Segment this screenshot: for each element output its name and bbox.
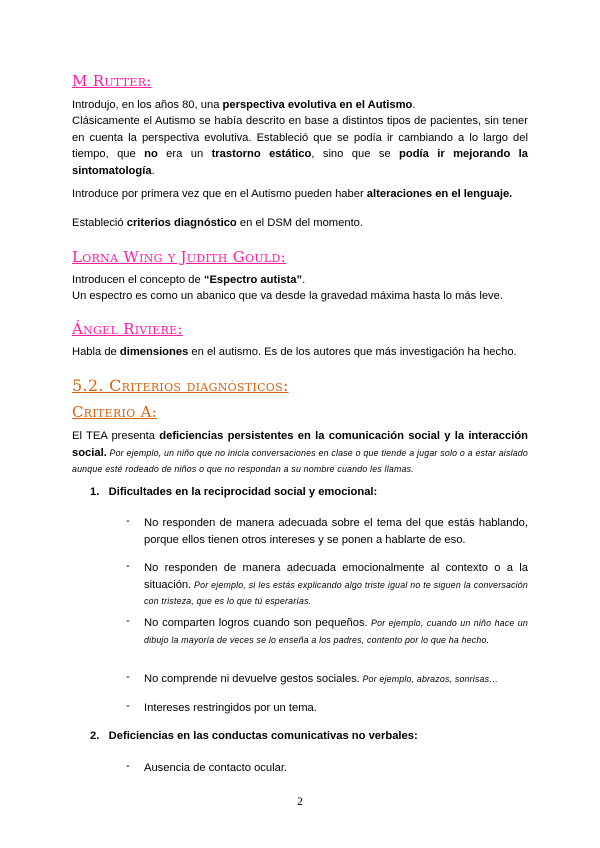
wing-paragraph-1: Introducen el concepto de “Espectro autista”. (72, 274, 306, 286)
rutter-paragraph-2: Clásicamente el Autismo se había descrito en base a distintos tipos de pacientes, sin tener en cuenta la perspectiva evolutiva. Estableció que se podía ir cambiando a lo largo del tiempo, que no era un trastorno estático, sino que se podía ir mejorando la sintomatología. (72, 115, 529, 177)
rutter-paragraph-4: Estableció criterios diagnóstico en el DSM del momento. (72, 217, 364, 229)
list-item: No comparten logros cuando son pequeños. Por ejemplo, cuando un niño hace un dibujo la mayoría de veces se lo enseña a los padres, contento por lo que ha hecho. (144, 617, 528, 645)
list-item: No comprende ni devuelve gestos sociales. Por ejemplo, abrazos, sonrisas… (144, 673, 499, 685)
riviere-paragraph-1: Habla de dimensiones en el autismo. Es de los autores que más investigación ha hecho. (72, 346, 517, 358)
criterio-a-intro: El TEA presenta deficiencias persistentes en la comunicación social y la interacción social. Por ejemplo, un niño que no inicia conversaciones en clase o que tiende a jugar solo o a estar aislado aunque esté rodeado de niños o que no respondan a su nombre cuando les llamas. (72, 430, 529, 474)
bullet-dash: - (126, 700, 130, 712)
heading-rutter: M Rutter: (72, 72, 152, 90)
list-1-heading: 1. Dificultades en la reciprocidad social y emocional: (90, 486, 378, 498)
list-item: Ausencia de contacto ocular. (144, 762, 288, 774)
heading-criterio-a: Criterio A: (72, 403, 158, 421)
bullet-dash: - (126, 671, 130, 683)
bullet-dash: - (126, 615, 130, 627)
page-number: 2 (297, 796, 303, 808)
heading-wing-gould: Lorna Wing y Judith Gould: (72, 248, 286, 266)
rutter-paragraph-1: Introdujo, en los años 80, una perspectiva evolutiva en el Autismo. (72, 99, 416, 111)
list-2-heading: 2. Deficiencias en las conductas comunicativas no verbales: (90, 730, 418, 742)
list-item: No responden de manera adecuada emocionalmente al contexto o a la situación. Por ejemplo, si les estás explicando algo triste igual no te siguen la conversación con tristeza, que es lo que tú esperarías. (144, 562, 528, 606)
rutter-paragraph-3: Introduce por primera vez que en el Autismo pueden haber alteraciones en el lenguaje. (72, 188, 513, 200)
list-item: Intereses restringidos por un tema. (144, 702, 317, 714)
bullet-dash: - (126, 560, 130, 572)
wing-paragraph-2: Un espectro es como un abanico que va desde la gravedad máxima hasta lo más leve. (72, 290, 503, 302)
section-heading: 5.2. Criterios diagnósticos: (72, 376, 289, 395)
heading-riviere: Ángel Riviere: (72, 320, 183, 338)
list-item: No responden de manera adecuada sobre el tema del que estás hablando, porque ellos tienen otros intereses y se ponen a hablarte de eso. (144, 517, 528, 546)
bullet-dash: - (126, 515, 130, 527)
bullet-dash: - (126, 760, 130, 772)
